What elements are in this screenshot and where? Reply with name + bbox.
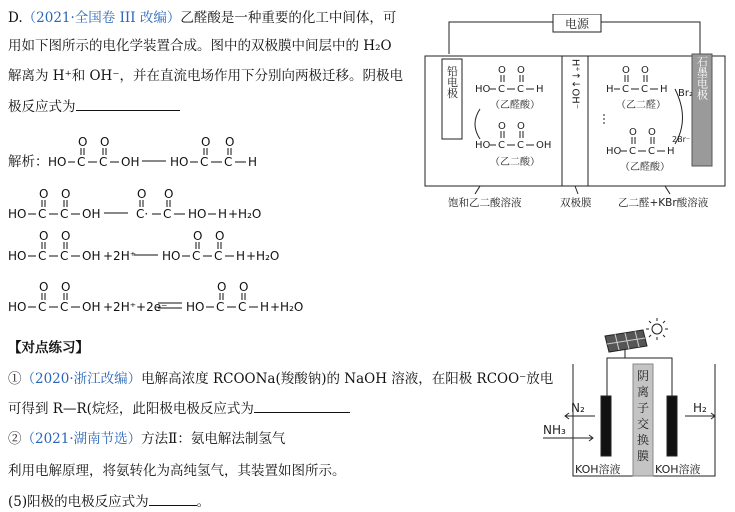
- svg-text:C: C: [629, 146, 636, 157]
- svg-text:C: C: [641, 84, 648, 95]
- svg-text:H: H: [667, 146, 675, 157]
- question-d-line2: 用如下图所示的电化学装置合成。图中的双极膜中间层中的 H₂O: [8, 38, 392, 54]
- h2-label: H₂: [693, 401, 707, 415]
- question-d-label: D.: [8, 10, 23, 26]
- svg-text:阴: 阴: [636, 369, 650, 383]
- svg-text:O: O: [61, 187, 71, 201]
- svg-text:H: H: [248, 155, 258, 169]
- membrane-label: 双极膜: [560, 197, 592, 209]
- electrochem-cell-diagram: [420, 14, 735, 214]
- svg-text:C: C: [77, 155, 86, 169]
- svg-text:C·: C·: [136, 207, 149, 221]
- step1-product: [170, 135, 257, 169]
- svg-text:O: O: [517, 121, 525, 132]
- practice-header: 【对点练习】: [8, 340, 89, 356]
- left-bottom-name: （乙二酸）: [490, 157, 540, 168]
- svg-text:H: H: [536, 84, 544, 95]
- svg-text:HO: HO: [170, 155, 189, 169]
- question-d-line3: 解离为 H⁺和 OH⁻，并在直流电场作用下分别向两极迁移。阴极电: [8, 68, 403, 84]
- svg-text:HO: HO: [606, 146, 622, 157]
- svg-text:O: O: [498, 121, 506, 132]
- practice-q2-line2: 利用电解原理，将氨转化为高纯氢气，其装置如图所示。: [8, 463, 346, 479]
- svg-text:C: C: [498, 140, 505, 151]
- step1-reactant: [48, 135, 139, 169]
- left-top-molecule: [475, 65, 544, 95]
- step4-product: [186, 280, 269, 314]
- svg-text:O: O: [629, 127, 637, 138]
- svg-text:HO: HO: [162, 249, 181, 263]
- svg-text:C: C: [38, 249, 47, 263]
- svg-text:HO: HO: [8, 300, 27, 314]
- svg-text:OH: OH: [82, 300, 101, 314]
- svg-text:C: C: [498, 84, 505, 95]
- practice-q2-line1: [8, 427, 285, 447]
- svg-text:HO: HO: [188, 207, 207, 221]
- step4-proton-electron: +2H⁺+2e⁻: [103, 300, 168, 314]
- svg-text:HO: HO: [8, 207, 27, 221]
- svg-text:C: C: [60, 207, 69, 221]
- step3-product: [162, 229, 245, 263]
- answer-blank-q5[interactable]: [149, 493, 197, 506]
- svg-text:膜: 膜: [636, 449, 650, 463]
- question-d-source: （2021·全国卷 III 改编）: [22, 10, 181, 26]
- q5-end: 。: [196, 494, 211, 510]
- svg-text:O: O: [201, 135, 211, 149]
- svg-text:子: 子: [636, 401, 650, 415]
- svg-text:O: O: [648, 127, 656, 138]
- svg-text:O: O: [78, 135, 88, 149]
- svg-text:H: H: [218, 207, 228, 221]
- svg-text:C: C: [192, 249, 201, 263]
- practice-q5-line: [8, 490, 210, 510]
- q2-text: 方法Ⅱ：氨电解法制氢气: [141, 431, 286, 447]
- nh3-label: NH₃: [543, 423, 566, 437]
- q2-number: ②: [8, 431, 22, 447]
- svg-text:HO: HO: [186, 300, 205, 314]
- bromide-label: 2Br⁻: [672, 135, 691, 144]
- practice-q1-line2: [8, 397, 350, 417]
- analysis-label: 解析：: [8, 154, 49, 170]
- right-top-molecule: [606, 65, 668, 95]
- q1-source: （2020·浙江改编）: [21, 371, 142, 387]
- svg-text:C: C: [214, 249, 223, 263]
- power-source-label: 电源: [564, 17, 590, 31]
- svg-text:C: C: [163, 207, 172, 221]
- q5-text: (5)阳极的电极反应式为: [8, 494, 149, 510]
- q1-number: ①: [8, 371, 22, 387]
- question-d-line4: [8, 95, 180, 115]
- graphite-electrode-label: 石墨电极: [695, 56, 709, 100]
- svg-text:O: O: [215, 229, 225, 243]
- svg-text:C: C: [60, 249, 69, 263]
- q1-text2: 可得到 R—R(烷烃，此阳极电极反应式为: [8, 401, 254, 417]
- svg-text:HO: HO: [48, 155, 67, 169]
- right-solution-label: 乙二醛+KBr酸溶液: [618, 197, 709, 209]
- step4-water: +H₂O: [270, 300, 304, 314]
- question-d-text4: 极反应式为: [8, 99, 76, 115]
- svg-text:O: O: [225, 135, 235, 149]
- svg-text:O: O: [39, 229, 49, 243]
- right-bottom-name: （乙醛酸）: [620, 162, 670, 173]
- svg-text:C: C: [622, 84, 629, 95]
- svg-text:O: O: [39, 187, 49, 201]
- svg-text:HO: HO: [475, 84, 491, 95]
- svg-text:O: O: [517, 65, 525, 76]
- svg-text:OH: OH: [536, 140, 552, 151]
- svg-text:H: H: [260, 300, 270, 314]
- step4-reactant: [8, 280, 100, 314]
- n2-label: N₂: [571, 401, 585, 415]
- svg-text:H: H: [660, 84, 668, 95]
- svg-text:O: O: [61, 229, 71, 243]
- left-solution-label: 饱和乙二酸溶液: [448, 197, 522, 209]
- step2-reactant: [8, 187, 100, 221]
- step3-proton: +2H⁺: [103, 249, 137, 263]
- analysis-formulas: [0, 128, 420, 328]
- svg-text:离: 离: [636, 385, 650, 399]
- svg-text:换: 换: [636, 433, 650, 447]
- svg-text:H: H: [236, 249, 246, 263]
- svg-text:C: C: [60, 300, 69, 314]
- left-top-name: （乙醛酸）: [490, 100, 540, 111]
- svg-text:C: C: [38, 300, 47, 314]
- svg-text:C: C: [99, 155, 108, 169]
- svg-text:C: C: [648, 146, 655, 157]
- bromine-label: Br₂: [678, 88, 693, 99]
- svg-text:O: O: [39, 280, 49, 294]
- step3-water: +H₂O: [246, 249, 280, 263]
- koh-right-label: KOH溶液: [655, 463, 701, 476]
- svg-text:O: O: [61, 280, 71, 294]
- svg-text:O: O: [100, 135, 110, 149]
- lead-electrode-label: 铅电极: [445, 65, 459, 99]
- solar-panel-icon: [605, 330, 647, 358]
- svg-text:C: C: [38, 207, 47, 221]
- koh-left-label: KOH溶液: [575, 463, 621, 476]
- ammonia-electrolysis-diagram: [535, 316, 733, 488]
- svg-text:C: C: [517, 84, 524, 95]
- sun-icon: [652, 324, 662, 334]
- svg-text:C: C: [517, 140, 524, 151]
- answer-blank-d[interactable]: [76, 98, 180, 111]
- svg-text:C: C: [224, 155, 233, 169]
- right-top-name: （乙二醛）: [616, 100, 666, 111]
- q1-text: 电解高浓度 RCOONa(羧酸钠)的 NaOH 溶液，在阳极 RCOO⁻放电: [141, 371, 554, 387]
- membrane-ion-flow: H⁺↑↓OH⁻: [569, 58, 581, 110]
- svg-text:O: O: [137, 187, 147, 201]
- right-bottom-molecule: [606, 127, 675, 157]
- question-d-text1: 乙醛酸是一种重要的化工中间体，可: [180, 10, 397, 26]
- svg-text:O: O: [239, 280, 249, 294]
- question-d-line1: [8, 6, 396, 26]
- svg-text:OH: OH: [82, 249, 101, 263]
- step3-reactant: [8, 229, 100, 263]
- svg-text:OH: OH: [121, 155, 140, 169]
- svg-text:O: O: [641, 65, 649, 76]
- svg-text:交: 交: [636, 417, 650, 431]
- svg-text:O: O: [217, 280, 227, 294]
- svg-text:OH: OH: [82, 207, 101, 221]
- svg-text:O: O: [622, 65, 630, 76]
- step2-water: +H₂O: [228, 207, 262, 221]
- svg-text:HO: HO: [8, 249, 27, 263]
- svg-text:O: O: [164, 187, 174, 201]
- svg-text:C: C: [200, 155, 209, 169]
- svg-text:O: O: [498, 65, 506, 76]
- svg-text:C: C: [238, 300, 247, 314]
- q2-source: （2021·湖南节选）: [21, 431, 142, 447]
- left-bottom-molecule: [475, 121, 551, 151]
- step2-product: [136, 187, 227, 221]
- svg-text:H: H: [606, 84, 614, 95]
- svg-text:HO: HO: [475, 140, 491, 151]
- answer-blank-q1[interactable]: [254, 400, 350, 413]
- svg-text:C: C: [216, 300, 225, 314]
- svg-text:O: O: [193, 229, 203, 243]
- practice-q1-line1: [8, 367, 553, 387]
